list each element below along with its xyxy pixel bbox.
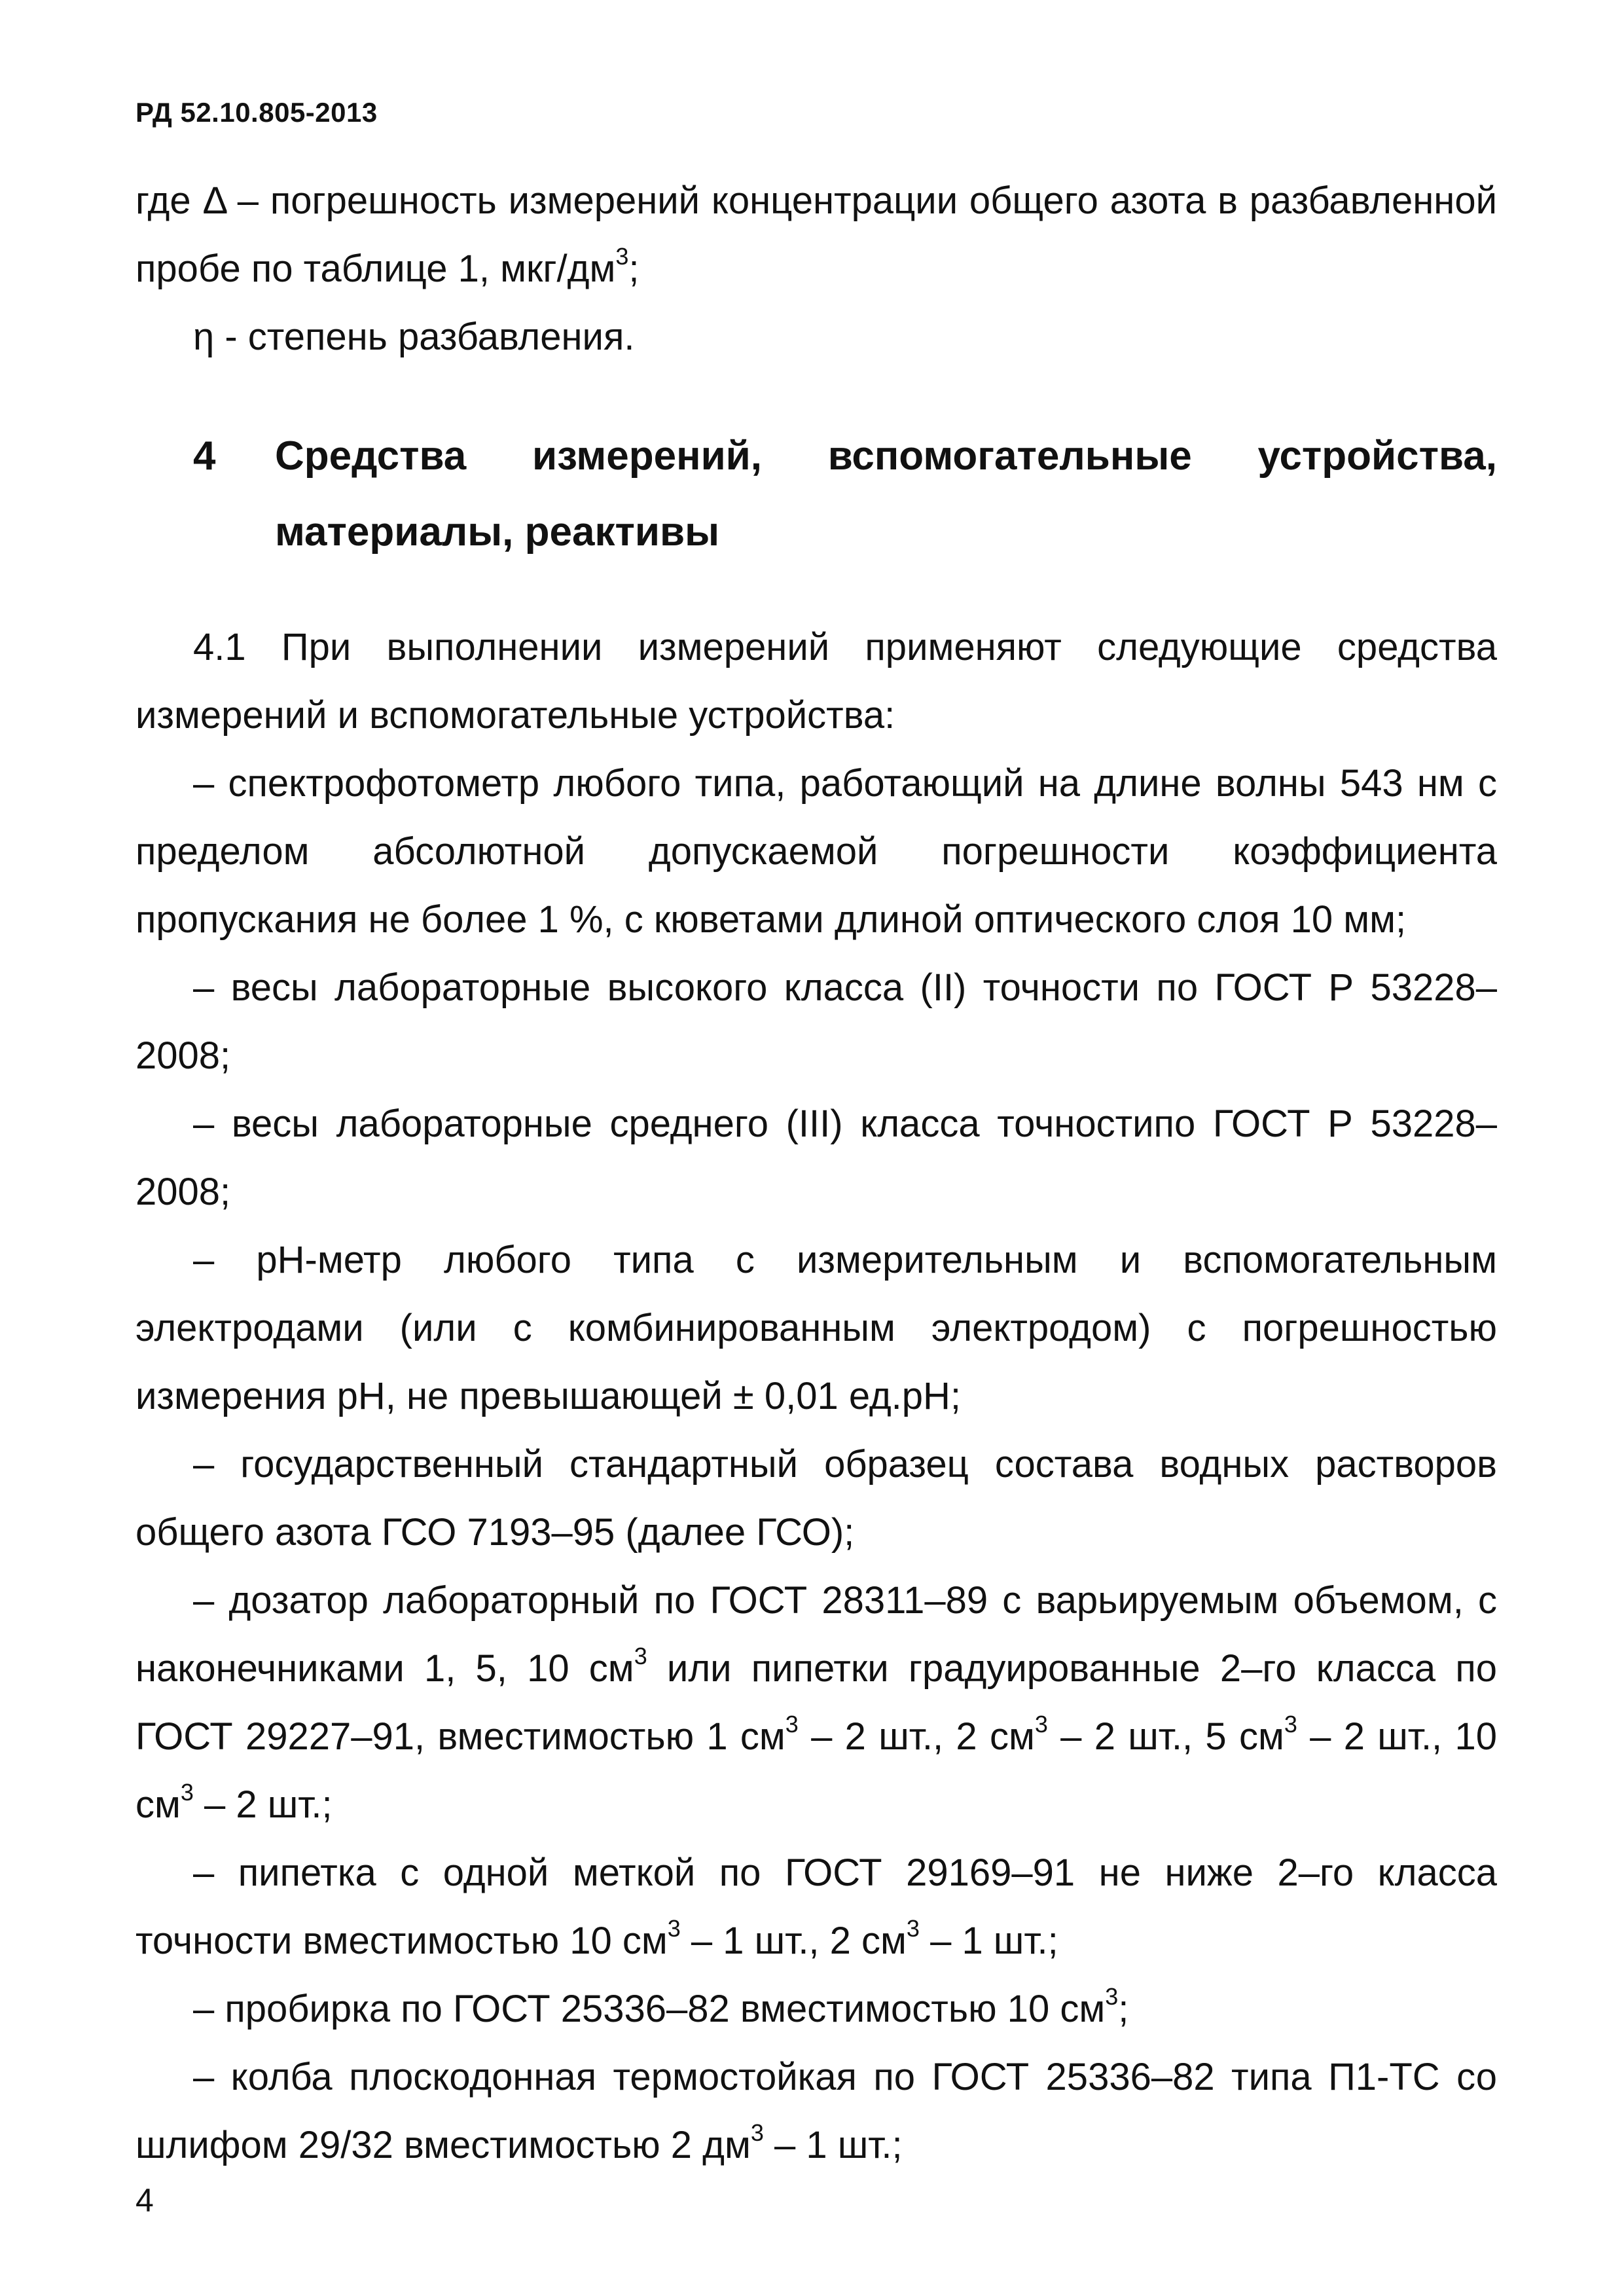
- document-code: РД 52.10.805-2013: [135, 97, 378, 128]
- list-item-test-tube: – пробирка по ГОСТ 25336–82 вместимостью 10 $см^3$;: [193, 1982, 1129, 2030]
- list-item-scales-medium: – весы лабораторные среднего (III) класса точностипо ГОСТ Р 53228–2008;: [135, 1102, 1497, 1213]
- list-item-spectrophotometer: – спектрофотометр любого типа, работающий на длине волны 543 нм с пределом абсолютной допускаемой погрешности коэффициента пропускания не более 1 %, с кюветами длиной оптического слоя 10 мм;: [135, 762, 1497, 941]
- paragraph-4-1: 4.1 При выполнении измерений применяют следующие средства измерений и вспомогательные устройства:: [135, 626, 1497, 737]
- page-number: 4: [135, 2182, 154, 2219]
- section-number: 4: [193, 433, 216, 479]
- intro-line-delta: где Δ – погрешность измерений концентрации общего азота в разбавленной пробе по таблице 1, мкг/$дм^3$;: [135, 179, 1497, 290]
- list-item-pipette: – пипетка с одной меткой по ГОСТ 29169–91 не ниже 2–го класса точности вместимостью 10 $см^3 - 1$ шт., 2 $см^3 - 1$ шт.;: [135, 1851, 1497, 1962]
- section-heading: [135, 418, 1497, 570]
- list-item-flask: – колба плоскодонная термостойкая по ГОСТ 25336–82 типа П1-ТС со шлифом 29/32 вместимостью 2 $дм^3 - 1$ шт.;: [135, 2056, 1497, 2166]
- section-title: Средства измерений, вспомогательные устройства, материалы, реактивы: [275, 433, 1497, 555]
- list-item-ph-meter: – pH-метр любого типа с измерительным и вспомогательным электродами (или с комбинированным электродом) с погрешностью измерения pH, не превышающей ± 0,01 ед.pH;: [135, 1239, 1497, 1417]
- list-item-scales-high: – весы лабораторные высокого класса (II) точности по ГОСТ Р 53228–2008;: [135, 966, 1497, 1077]
- list-item-dispenser: – дозатор лабораторный по ГОСТ 28311–89 с варьируемым объемом, с наконечниками 1, 5, 10 $см^3$ или пипетки градуированные 2–го класса по ГОСТ 29227–91, вместимостью 1 $см^3 - 2$ шт., 2 $см^3 - 2$ шт., 5 $см^3 - 2$ шт., 10 $см^3 - 2$ шт.;: [135, 1579, 1497, 1826]
- page-content: [135, 167, 1497, 2179]
- list-item-gso: – государственный стандартный образец состава водных растворов общего азота ГСО 7193–95 (далее ГСО);: [135, 1443, 1497, 1554]
- intro-line-eta: η - степень разбавления.: [193, 316, 635, 358]
